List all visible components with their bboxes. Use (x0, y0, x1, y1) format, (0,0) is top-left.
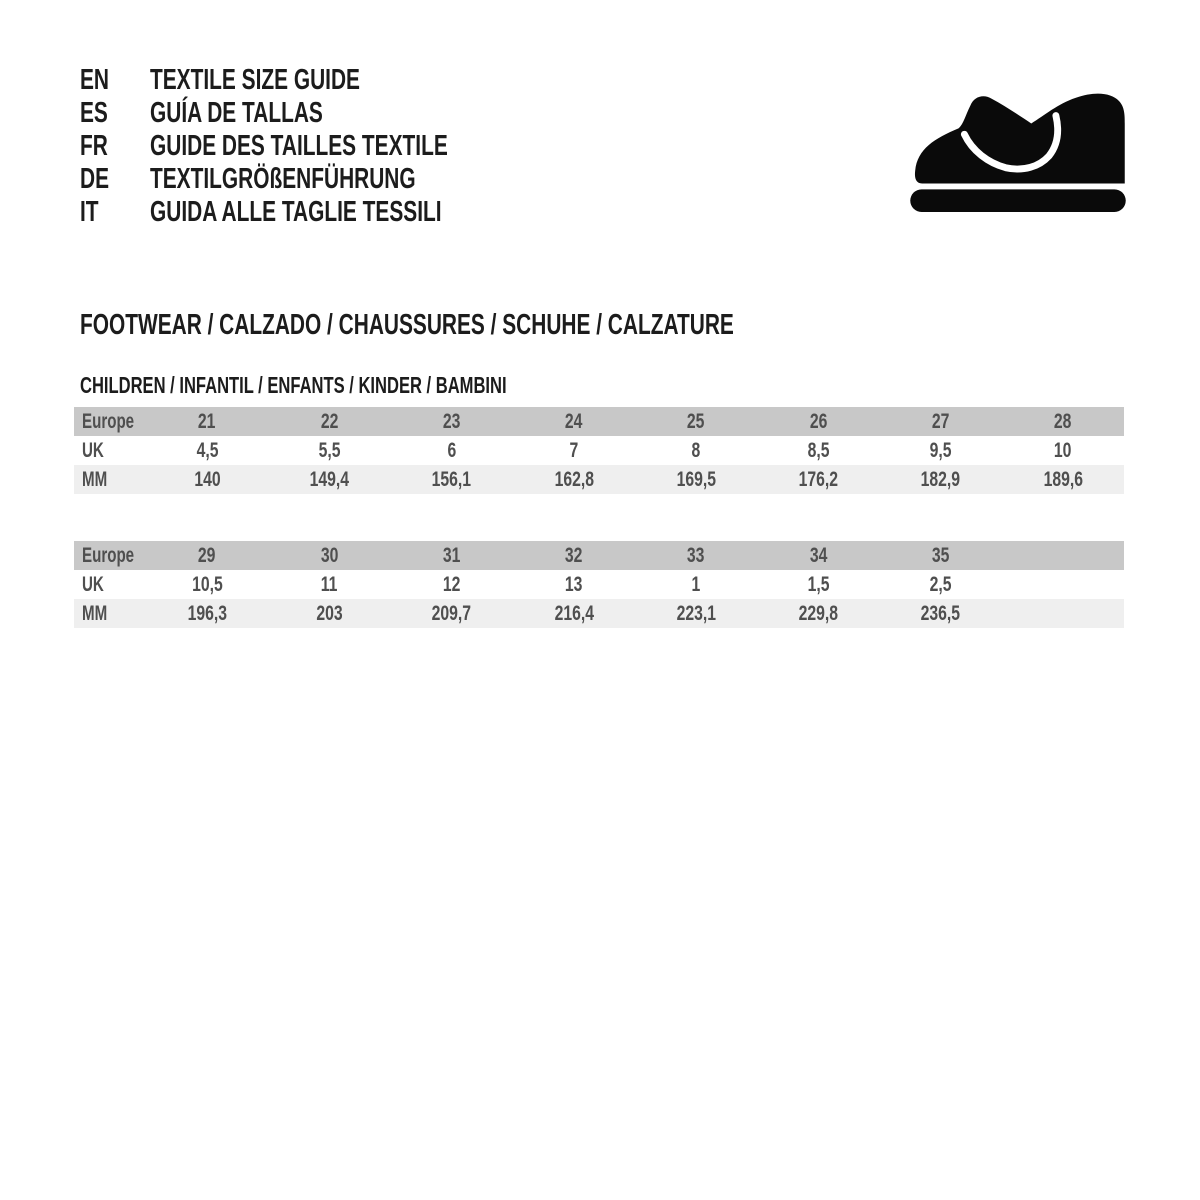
children-shoe-icon (907, 90, 1129, 212)
mm-size: 203 (316, 602, 343, 625)
section-subtitle-text: CHILDREN / INFANTIL / ENFANTS / KINDER / BAMBINI (80, 372, 507, 398)
mm-size: 189,6 (1043, 468, 1083, 491)
row-label-mm: MM (82, 468, 108, 491)
uk-size: 1,5 (807, 573, 830, 596)
europe-size: 35 (931, 544, 950, 567)
uk-size: 8,5 (807, 439, 830, 462)
section-title (80, 308, 988, 342)
guide-title-es: GUÍA DE TALLAS (150, 97, 323, 129)
europe-size: 28 (1054, 410, 1072, 433)
size-table-29-35 (74, 541, 1124, 628)
table-row-mm (74, 599, 1124, 628)
europe-size: 22 (320, 410, 339, 433)
uk-size: 7 (569, 439, 579, 462)
language-code-en: EN (80, 64, 110, 96)
uk-size: 11 (321, 573, 338, 596)
uk-size: 10,5 (191, 573, 223, 596)
uk-size: 5,5 (318, 439, 341, 462)
guide-title-it: GUIDA ALLE TAGLIE TESSILI (150, 196, 442, 228)
mm-size: 169,5 (676, 468, 716, 491)
mm-size: 149,4 (309, 468, 350, 491)
row-label-mm: MM (82, 602, 108, 625)
uk-size: 9,5 (929, 439, 952, 462)
europe-size: 30 (320, 544, 339, 567)
section-subtitle (80, 371, 672, 399)
language-code-es: ES (80, 97, 108, 129)
uk-size: 13 (565, 573, 583, 596)
uk-size: 12 (442, 573, 461, 596)
uk-size: 2,5 (929, 573, 952, 596)
mm-size: 223,1 (676, 602, 716, 625)
mm-size: 209,7 (431, 602, 472, 625)
table-row-europe (74, 541, 1124, 570)
europe-size: 23 (442, 410, 461, 433)
europe-size: 27 (931, 410, 950, 433)
mm-size: 196,3 (187, 602, 227, 625)
guide-title-de: TEXTILGRÖßENFÜHRUNG (150, 163, 416, 195)
mm-size: 140 (193, 468, 221, 491)
table-row-europe (74, 407, 1124, 436)
europe-size: 29 (198, 544, 216, 567)
mm-size: 236,5 (920, 602, 961, 625)
language-code-de: DE (80, 163, 110, 195)
mm-size: 216,4 (554, 602, 594, 625)
europe-size: 21 (198, 410, 216, 433)
language-code-it: IT (80, 196, 99, 228)
uk-size: 4,5 (196, 439, 219, 462)
guide-title-en: TEXTILE SIZE GUIDE (150, 64, 360, 96)
row-label-europe: Europe (82, 544, 135, 567)
europe-size: 25 (687, 410, 705, 433)
shoe-sole-shape (910, 189, 1125, 212)
guide-title-fr: GUIDE DES TAILLES TEXTILE (150, 130, 448, 162)
mm-size: 182,9 (920, 468, 961, 491)
section-title-text: FOOTWEAR / CALZADO / CHAUSSURES / SCHUHE / CALZATURE (80, 309, 734, 341)
europe-size: 34 (809, 544, 828, 567)
table-row-mm (74, 465, 1124, 494)
uk-size: 10 (1054, 439, 1072, 462)
table-row-uk (74, 570, 1124, 599)
europe-size: 31 (442, 544, 461, 567)
row-label-uk: UK (82, 439, 104, 462)
mm-size: 229,8 (798, 602, 839, 625)
size-table-21-28 (74, 407, 1124, 494)
uk-size: 1 (691, 573, 701, 596)
europe-size: 24 (565, 410, 583, 433)
mm-size: 176,2 (798, 468, 839, 491)
europe-size: 32 (565, 544, 583, 567)
language-code-fr: FR (80, 130, 108, 162)
uk-size: 6 (447, 439, 457, 462)
mm-size: 162,8 (554, 468, 594, 491)
europe-size: 26 (809, 410, 828, 433)
row-label-europe: Europe (82, 410, 135, 433)
table-row-uk (74, 436, 1124, 465)
row-label-uk: UK (82, 573, 104, 596)
uk-size: 8 (691, 439, 701, 462)
mm-size: 156,1 (431, 468, 472, 491)
europe-size: 33 (687, 544, 705, 567)
